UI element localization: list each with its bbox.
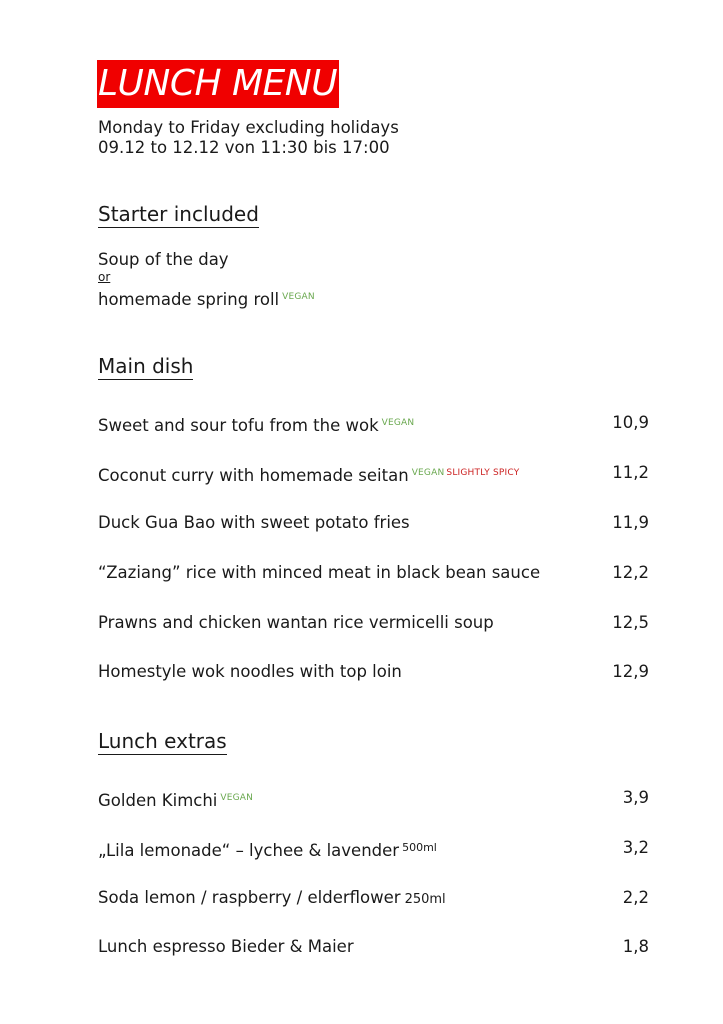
- starter-heading: Starter included: [98, 202, 259, 226]
- main-item: [98, 463, 519, 486]
- extra-item: [98, 838, 437, 861]
- page-title: LUNCH MENU: [97, 60, 339, 108]
- main-item-name: Prawns and chicken wantan rice vermicelli soup: [98, 613, 494, 632]
- main-item-price: 12,5: [612, 613, 649, 632]
- size-label: 250ml: [404, 892, 446, 907]
- main-item-name: Homestyle wok noodles with top loin: [98, 662, 402, 681]
- extra-item-price: 3,2: [622, 838, 649, 857]
- starter-or: or: [98, 270, 111, 284]
- extra-item-name: Golden Kimchi: [98, 791, 218, 810]
- spicy-tag: SLIGHTLY SPICY: [446, 468, 520, 478]
- extra-item: [98, 888, 446, 910]
- extra-item: [98, 788, 253, 811]
- availability-line: Monday to Friday excluding holidays: [98, 118, 399, 137]
- extra-item-name: „Lila lemonade“ – lychee & lavender: [98, 841, 400, 860]
- extra-item-price: 1,8: [622, 937, 649, 956]
- main-item-price: 12,9: [612, 662, 649, 681]
- starter-item-soup: Soup of the day: [98, 250, 229, 269]
- extra-item-name: Soda lemon / raspberry / elderflower: [98, 888, 401, 907]
- vegan-tag: VEGAN: [381, 418, 415, 428]
- main-item-price: 11,2: [612, 463, 649, 482]
- starter-item-label: homemade spring roll: [98, 290, 280, 309]
- main-item: [98, 613, 494, 633]
- main-item-name: Sweet and sour tofu from the wok: [98, 416, 379, 435]
- main-item: [98, 563, 540, 583]
- starter-item-spring-roll: [98, 287, 315, 310]
- main-item-price: 11,9: [612, 513, 649, 532]
- vegan-tag: VEGAN: [282, 292, 315, 302]
- main-item-name: Coconut curry with homemade seitan: [98, 466, 409, 485]
- extra-item-price: 2,2: [622, 888, 649, 907]
- main-item: [98, 413, 414, 436]
- size-label: 500ml: [402, 841, 437, 854]
- main-item-price: 12,2: [612, 563, 649, 582]
- main-item: [98, 662, 402, 682]
- extra-item-name: Lunch espresso Bieder & Maier: [98, 937, 354, 956]
- main-item-name: “Zaziang” rice with minced meat in black bean sauce: [98, 563, 541, 582]
- main-item-name: Duck Gua Bao with sweet potato fries: [98, 513, 410, 532]
- main-dish-heading: Main dish: [98, 354, 194, 378]
- extra-item-price: 3,9: [622, 788, 649, 807]
- main-item-price: 10,9: [612, 413, 649, 432]
- extra-item: [98, 937, 354, 957]
- main-item: [98, 513, 410, 533]
- vegan-tag: VEGAN: [220, 793, 254, 803]
- date-time-line: 09.12 to 12.12 von 11:30 bis 17:00: [98, 138, 390, 157]
- vegan-tag: VEGAN: [411, 468, 445, 478]
- lunch-extras-heading: Lunch extras: [98, 729, 227, 753]
